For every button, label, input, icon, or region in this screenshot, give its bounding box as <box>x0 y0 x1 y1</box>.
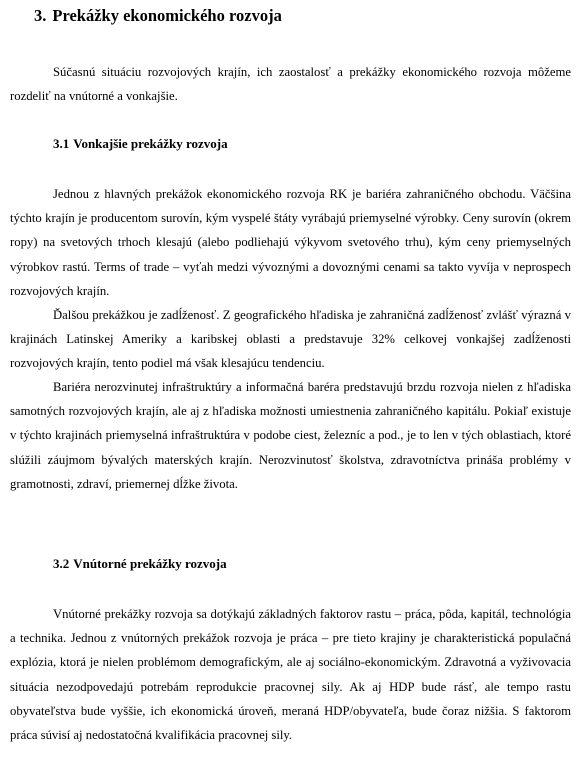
chapter-title: Prekážky ekonomického rozvoja <box>52 6 282 25</box>
external-paragraph-1: Jednou z hlavných prekážok ekonomického rozvoja RK je bariéra zahraničného obchodu. Väčšina týchto krajín je producentom surovín, kým vyspelé štáty vyrábajú priemyselné výrobky. Ceny surovín (okrem ropy) na svetových trhoch klesajú (alebo podliehajú výkyvom svetového trhu), kým ceny priemyselných výrobkov rastú. Terms of trade – vyťah medzi vývoznými a dovoznými cenami sa takto vyvíja v neprospech rozvojových krajín. <box>10 187 571 298</box>
chapter-number: 3. <box>34 6 47 25</box>
section-heading-external <box>53 136 228 152</box>
section-number: 3.2 <box>53 556 70 571</box>
intro-paragraph: Súčasnú situáciu rozvojových krajín, ich zaostalosť a prekážky ekonomického rozvoja môžeme rozdeliť na vnútorné a vonkajšie. <box>10 65 571 104</box>
section-heading-internal <box>53 556 227 572</box>
internal-paragraph-1: Vnútorné prekážky rozvoja sa dotýkajú základných faktorov rastu – práca, pôda, kapitál, technológia a technika. Jednou z vnútorných prekážok rozvoja je práca – pre tieto krajiny je charakteristická populačná explózia, ktorá je nielen problémom demografickým, ale aj sociálno-ekonomickým. Zdravotná a vyživovacia situácia nezodpovedajú potrebám reprodukcie pracovnej sily. Ak aj HDP bude rásť, ale tempo rastu obyvateľstva bude vyššie, ich ekonomická úroveň, meraná HDP/obyvateľa, bude čoraz nižšia. S faktorom práca súvisí aj nedostatočná kvalifikácia pracovnej sily. <box>10 607 571 743</box>
section-number: 3.1 <box>53 136 70 151</box>
chapter-heading <box>34 6 282 26</box>
section-title: Vonkajšie prekážky rozvoja <box>73 136 228 151</box>
external-paragraph-2: Ďalšou prekážkou je zadĺženosť. Z geografického hľadiska je zahraničná zadĺženosť zvlášť výrazná v krajinách Latinskej Ameriky a karibskej oblasti a predstavuje 32% celkovej vonkajšej zadĺženosti rozvojových krajín, tento podiel má však klesajúcu tendenciu. <box>10 308 571 371</box>
section-title: Vnútorné prekážky rozvoja <box>73 556 227 571</box>
external-paragraph-3: Bariéra nerozvinutej infraštruktúry a informačná baréra predstavujú brzdu rozvoja nielen z hľadiska samotných rozvojových krajín, ale aj z hľadiska možnosti umiestnenia zahraničného kapitálu. Pokiaľ existuje v týchto krajinách priemyselná infraštruktúra v podobe ciest, železníc a pod., je to len v tých oblastiach, ktoré slúžili záujmom bývalých materských krajín. Nerozvinutosť školstva, zdravotníctva prináša problémy v gramotnosti, zdraví, priemernej dĺžke života. <box>10 380 571 491</box>
